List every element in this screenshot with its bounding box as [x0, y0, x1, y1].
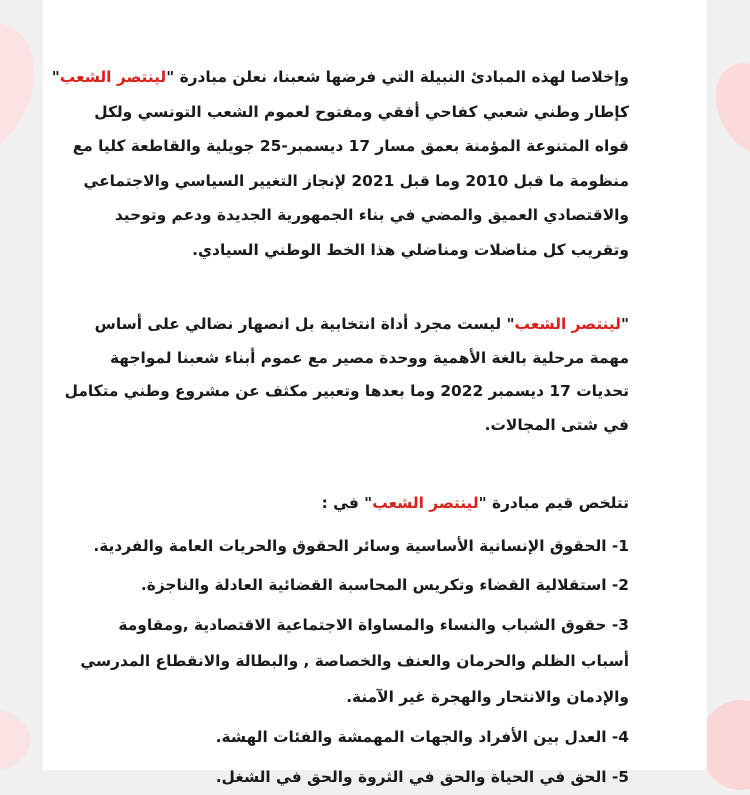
text-run: وإخلاصا لهذه المبادئ النبيلة التي فرضها شعبنا، نعلن مبادرة "	[166, 68, 629, 86]
paragraph-line: والاقتصادي العميق والمضي في بناء الجمهورية الجديدة ودعم وتوحيد	[114, 206, 629, 224]
initiative-name-highlight: لينتصر الشعب	[372, 494, 479, 512]
decorative-shape	[0, 710, 30, 770]
list-item	[80, 607, 629, 715]
paragraph-line: في شتى المجالات.	[484, 415, 629, 434]
text-run: " ليست مجرد أداة انتخابية بل انصهار نضالي على أساس	[94, 315, 515, 333]
text-run: "	[620, 315, 629, 333]
paragraph-line	[94, 308, 629, 342]
list-item-line: 3- حقوق الشباب والنساء والمساواة الاجتماعية الاقتصادية ,ومقاومة	[118, 616, 629, 634]
paragraph-initiative-definition	[64, 308, 629, 442]
paragraph-line: منظومة ما قبل 2010 وما قبل 2021 لإنجاز التغيير السياسي والاجتماعي	[83, 171, 629, 190]
paragraph-line: كإطار وطني شعبي كفاحي أفقي ومفتوح لعموم الشعب التونسي ولكل	[94, 102, 629, 121]
document-body	[51, 60, 629, 795]
list-item: 5- الحق في الحياة والحق في الثروة والحق في الشغل.	[215, 768, 629, 786]
values-intro	[113, 486, 629, 520]
document-page	[43, 0, 707, 786]
paragraph-initiative-announcement	[51, 60, 629, 267]
paragraph-line: مهمة مرحلية بالغة الأهمية ووحدة مصير مع عموم أبناء شعبنا لمواجهة	[109, 348, 629, 367]
paragraph-line: تحديات 17 ديسمبر 2022 وما بعدها وتعبير مكثف عن مشروع وطني متكامل	[64, 382, 629, 400]
paragraph-line	[51, 60, 629, 95]
text-run: "	[51, 68, 60, 86]
list-item-line: أسباب الظلم والحرمان والعنف والخصاصة , والبطالة والانقطاع المدرسي	[80, 652, 629, 670]
values-list	[80, 528, 629, 795]
list-item: 1- الحقوق الإنسانية الأساسية وسائر الحقوق والحريات العامة والفردية.	[93, 537, 629, 555]
initiative-name-highlight: لينتصر الشعب	[59, 68, 167, 86]
paragraph-line: قواه المتنوعة المؤمنة بعمق مسار 17 ديسمبر-25 جويلية والقاطعة كليا مع	[72, 137, 629, 155]
text-run: تتلخص قيم مبادرة "	[478, 494, 629, 512]
initiative-name-highlight: لينتصر الشعب	[514, 315, 621, 333]
list-item: 4- العدل بين الأفراد والجهات المهمشة والفئات الهشة.	[215, 728, 629, 746]
list-item: 2- استقلالية القضاء وتكريس المحاسبة القضائية العادلة والناجزة.	[140, 576, 629, 594]
decorative-shape	[700, 49, 750, 171]
paragraph-line: وتقريب كل مناضلات ومناضلي هذا الخط الوطني السيادي.	[192, 240, 629, 259]
text-run: " في :	[321, 494, 373, 512]
list-item-line: والإدمان والانتحار والهجرة غير الآمنة.	[346, 688, 629, 706]
decorative-shape	[700, 700, 750, 790]
